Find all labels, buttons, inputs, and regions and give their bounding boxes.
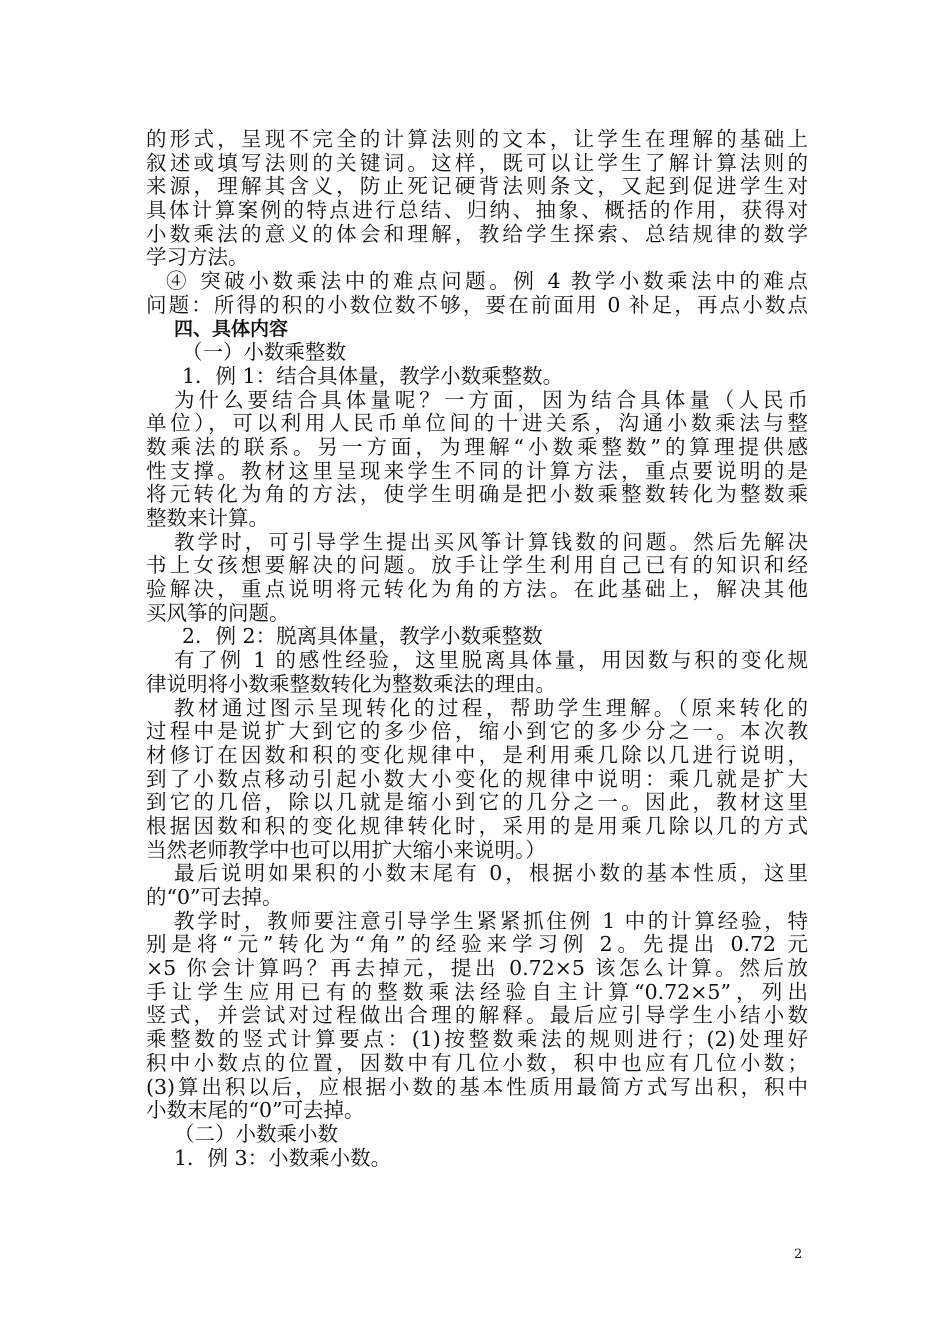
text-line: 别是将“元”转化为“角”的经验来学习例 2。先提出 0.72 元 (146, 932, 808, 957)
text-line: ④ 突破小数乘法中的难点问题。例 4 教学小数乘法中的难点 (166, 269, 808, 294)
text-line: 的“0”可去掉。 (146, 885, 283, 909)
text-line: 小数末尾的“0”可去掉。 (146, 1098, 365, 1123)
text-line: 教材通过图示呈现转化的过程，帮助学生理解。（原来转化的 (174, 695, 808, 720)
text-line: 手让学生应用已有的整数乘法经验自主计算“0.72×5”，列出 (146, 979, 808, 1004)
subsection-heading: （二）小数乘小数 (174, 1121, 338, 1146)
text-line: 书上女孩想要解决的问题。放手让学生利用自己已有的知识和经 (146, 553, 808, 578)
text-line: 验解决，重点说明将元转化为角的方法。在此基础上，解决其他 (146, 577, 808, 602)
text-line: 买风筝的问题。 (146, 600, 290, 625)
text-line: 竖式，并尝试对过程做出合理的解释。最后应引导学生小结小数 (146, 1003, 808, 1028)
text-line: 最后说明如果积的小数末尾有 0，根据小数的基本性质，这里 (174, 861, 808, 886)
text-line: 数乘法的联系。另一方面，为理解“小数乘整数”的算理提供感 (146, 434, 808, 459)
text-line: 将元转化为角的方法，使学生明确是把小数乘整数转化为整数乘 (146, 482, 808, 507)
example-heading: 1．例 3：小数乘小数。 (174, 1145, 392, 1170)
text-line: 积中小数点的位置，因数中有几位小数，积中也应有几位小数； (146, 1050, 808, 1075)
text-line: 根据因数和积的变化规律转化时，采用的是用乘几除以几的方式 (146, 813, 808, 838)
text-line: 整数来计算。 (146, 506, 269, 530)
text-line: 材修订在因数和积的变化规律中，是利用乘几除以几进行说明， (146, 742, 808, 767)
text-line: 到它的几倍，除以几就是缩小到它的几分之一。因此，教材这里 (146, 790, 808, 815)
text-line: 到了小数点移动引起小数大小变化的规律中说明：乘几就是扩大 (146, 766, 808, 791)
text-line: 单位），可以利用人民币单位间的十进关系，沟通小数乘法与整 (146, 411, 808, 436)
text-line: 教学时，可引导学生提出买风筝计算钱数的问题。然后先解决 (174, 529, 808, 554)
text-line: 小数乘法的意义的体会和理解，教给学生探索、总结规律的数学 (146, 221, 808, 246)
text-line: 性支撑。教材这里呈现来学生不同的计算方法，重点要说明的是 (146, 458, 808, 483)
text-line: 问题：所得的积的小数位数不够，要在前面用 0 补足，再点小数点 (146, 292, 808, 317)
page-number: 2 (794, 1247, 803, 1262)
text-line: 的形式，呈现不完全的计算法则的文本，让学生在理解的基础上 (146, 127, 808, 151)
text-line: 来源，理解其含义，防止死记硬背法则条文，又起到促进学生对 (146, 174, 808, 199)
example-heading: 2．例 2：脱离具体量，教学小数乘整数 (182, 624, 543, 649)
subsection-heading: （一）小数乘整数 (182, 340, 346, 365)
text-line: 学习方法。 (146, 245, 249, 270)
document-body (146, 128, 808, 1170)
text-line: (3)算出积以后，应根据小数的基本性质用最简方式写出积，积中 (146, 1074, 808, 1099)
text-line: 有了例 1 的感性经验，这里脱离具体量，用因数与积的变化规 (174, 648, 808, 673)
text-line: 当然老师教学中也可以用扩大缩小来说明。） (146, 837, 546, 862)
text-line: ×5 你会计算吗？再去掉元，提出 0.72×5 该怎么计算。然后放 (146, 956, 808, 981)
text-line: 教学时，教师要注意引导学生紧紧抓住例 1 中的计算经验，特 (174, 908, 808, 933)
example-heading: 1．例 1：结合具体量，教学小数乘整数。 (182, 363, 564, 388)
text-line: 乘整数的竖式计算要点：(1)按整数乘法的规则进行；(2)处理好 (146, 1027, 808, 1052)
section-heading: 四、具体内容 (174, 317, 289, 340)
text-line: 为什么要结合具体量呢？一方面，因为结合具体量（人民币 (174, 387, 808, 412)
text-line: 过程中是说扩大到它的多少倍，缩小到它的多少分之一。本次教 (146, 719, 808, 744)
text-line: 具体计算案例的特点进行总结、归纳、抽象、概括的作用，获得对 (146, 198, 808, 223)
text-line: 律说明将小数乘整数转化为整数乘法的理由。 (146, 671, 556, 696)
text-line: 叙述或填写法则的关键词。这样，既可以让学生了解计算法则的 (146, 150, 808, 175)
